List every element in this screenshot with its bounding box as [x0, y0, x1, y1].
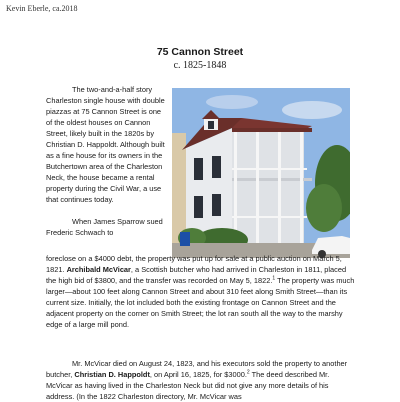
paragraph-intro: The two-and-a-half story Charleston single house with double piazzas at 75 Cannon Street is one of the oldest houses on Cannon Street, likely built in the 1820s by Christian D. Happoldt. Although built as a fine house for its owners in the Butchertown area of the Charleston Neck, the house became a rental property during the Civil War, a use that continues today.	[46, 85, 165, 204]
para2-text-c: The property was much larger—about 100 feet along Cannon Street and about 310 feet along Smith Street—than its current size. Initially, the lot included both the existing frontage on Cannon Street and the adjacent property on the corner on Smith Street; the lot ran south all the way to the marshy edge of a large mill pond.	[46, 276, 355, 329]
paragraph-sparrow-continued	[46, 253, 356, 330]
paragraph-sparrow-start: When James Sparrow sued Frederic Schwach to	[46, 217, 163, 237]
para3-text-c: The deed described Mr. McVicar as having lived in the Charleston Neck but did not give any more details of his address. (In the 1822 Charleston directory, Mr. McVicar was	[46, 370, 330, 401]
author-credit: Kevin Eberle, ca.2018	[6, 4, 78, 13]
para2-text-a: foreclose on a $4000 debt, the property was put up for sale at a public auction on March 5, 1821.	[46, 254, 342, 274]
house-photo-image	[172, 88, 350, 258]
left-text-column	[46, 84, 168, 238]
para2-text-b: , a Scottish butcher who had arrived in Charleston in 1811, placed the high bid of $3800, and the transfer was recorded on May 5, 1822.	[46, 265, 347, 285]
footnote-ref-2[interactable]: 2	[246, 369, 250, 376]
para3-text-a: Mr. McVicar died on August 24, 1823, and his executors sold the property to another butcher,	[46, 359, 348, 379]
name-christian-happoldt: Christian D. Happoldt	[74, 370, 150, 379]
document-subtitle: c. 1825-1848	[173, 60, 227, 71]
document-title: 75 Cannon Street	[156, 46, 244, 58]
house-photo	[172, 88, 350, 258]
name-archibald-mcvicar: Archibald McVicar	[66, 265, 131, 274]
paragraph-mcvicar-died	[46, 358, 356, 402]
para3-text-b: , on April 16, 1825, for $3000.	[149, 370, 247, 379]
footnote-ref-1[interactable]: 1	[272, 275, 276, 282]
